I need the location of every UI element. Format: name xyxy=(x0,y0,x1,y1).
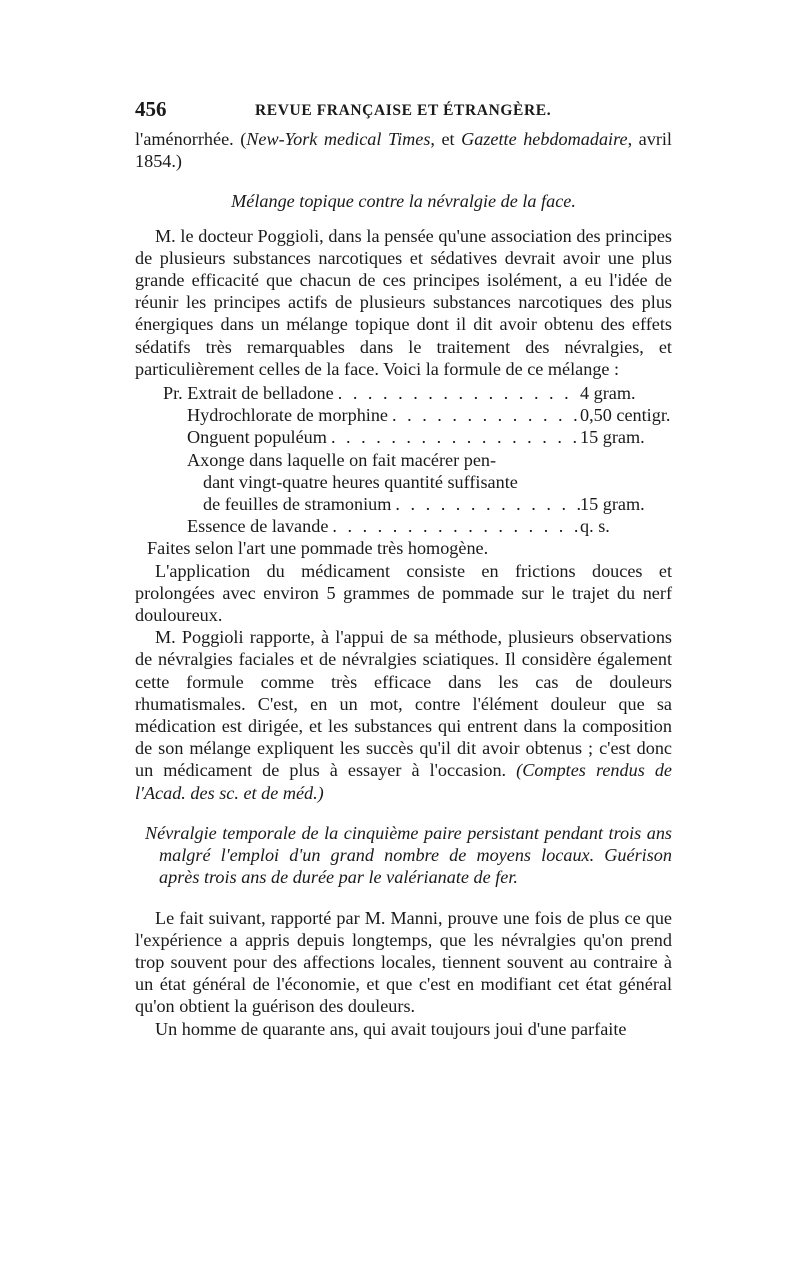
source-title-2: Gazette hebdomadaire xyxy=(461,129,628,149)
formula-line: dant vingt-quatre heures quantité suffisante xyxy=(203,471,518,492)
paragraph-observations: M. Poggioli rapporte, à l'appui de sa méthode, plusieurs observations de névralgies faciales et de névralgies sciatiques. Il considère également cette formule comme très efficace dans les cas de douleurs rhumatismales. C'est, en un mot, contre l'élément douleur que sa médication est dirigée, et les substances qui entrent dans la composition de son mélange expliquent les succès qu'il dit avoir obtenus ; c'est donc un médicament de plus à essayer à l'occasion. (Comptes rendus de l'Acad. des sc. et de méd.) xyxy=(135,627,672,803)
running-head: REVUE FRANÇAISE ET ÉTRANGÈRE. xyxy=(255,102,552,119)
section-title-1: Mélange topique contre la névralgie de la face. xyxy=(231,191,576,212)
paragraph-case: Un homme de quarante ans, qui avait toujours joui d'une parfaite xyxy=(155,1018,627,1039)
intro-paragraph: l'aménorrhée. (New-York medical Times, et Gazette hebdomadaire, avril 1854.) xyxy=(135,129,672,172)
formula xyxy=(135,382,672,560)
paragraph-application: L'application du médicament consiste en frictions douces et prolongées avec environ 5 grammes de pommade sur le trajet du nerf douloureux. xyxy=(135,560,672,626)
formula-line: de feuilles de stramonium . . . 15 gram. xyxy=(135,493,672,515)
source-citation: (Comptes rendus de l'Acad. des sc. et de méd.) xyxy=(135,760,672,803)
section-title-2: Névralgie temporale de la cinquième paire persistant pendant trois ans malgré l'emploi d'un grand nombre de moyens locaux. Guérison après trois ans de durée par le valérianate de fer. xyxy=(145,822,672,888)
source-title: New-York medical Times xyxy=(246,129,431,149)
page-header xyxy=(135,96,672,128)
paragraph-manni: Le fait suivant, rapporté par M. Manni, prouve une fois de plus ce que l'expérience a appris depuis longtemps, que les névralgies qu'on prend trop souvent pour des affections locales, tiennent souvent au contraire à un état général de l'économie, et que c'est en modifiant cet état général qu'on obtient la guérison des douleurs. xyxy=(135,907,672,1017)
formula-line: Onguent populéum . . . 15 gram. xyxy=(135,426,672,448)
paragraph-poggioli: M. le docteur Poggioli, dans la pensée qu'une association des principes de plusieurs substances narcotiques et sédatives devrait avoir une plus grande efficacité que chacun de ces principes isolément, a eu l'idée de réunir les principes actifs de plusieurs substances narcotiques des plus énergiques dans un mélange topique dont il dit avoir obtenu des effets sédatifs très remarquables dans le traitement des névralgies, et particulièrement celles de la face. Voici la formule de ce mélange : xyxy=(135,225,672,379)
formula-line: Axonge dans laquelle on fait macérer pen- xyxy=(187,449,497,470)
formula-closing: Faites selon l'art une pommade très homogène. xyxy=(147,538,489,559)
formula-line: Essence de lavande . . . q. s. xyxy=(135,515,672,537)
formula-line: Hydrochlorate de morphine . . . 0,50 centigr. xyxy=(135,404,672,426)
formula-line: Pr. Extrait de belladone . . . 4 gram. xyxy=(135,382,672,404)
page-number: 456 xyxy=(135,97,167,121)
document-page xyxy=(135,96,672,1040)
